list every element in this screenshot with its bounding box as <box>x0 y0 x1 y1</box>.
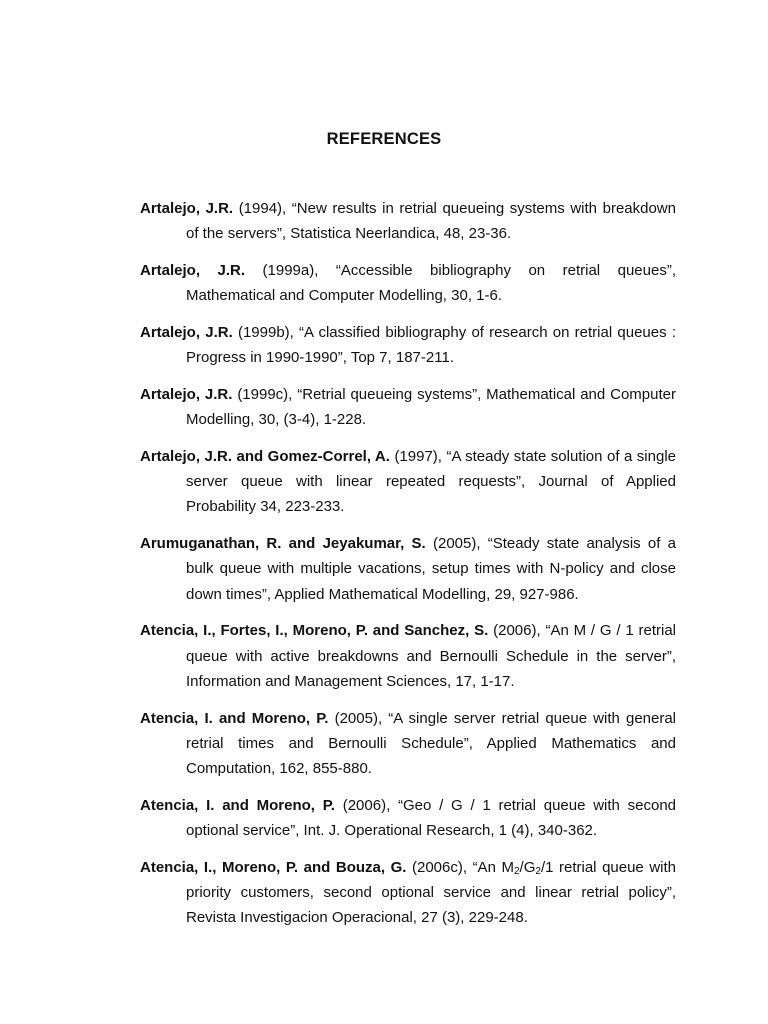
reference-entry <box>140 196 676 246</box>
subscript: 2 <box>513 865 520 877</box>
reference-authors: Atencia, I., Fortes, I., Moreno, P. and Sanchez, S. <box>140 622 489 640</box>
reference-entry <box>140 855 676 931</box>
reference-entry <box>140 618 676 694</box>
reference-entry <box>140 444 676 520</box>
reference-entry <box>140 382 676 432</box>
page-title: REFERENCES <box>326 130 442 148</box>
reference-authors: Atencia, I. and Moreno, P. <box>140 709 329 727</box>
reference-details: (2006), “An M / G / 1 retrial queue with active breakdowns and Bernoulli Schedule in the server”, Information and Management Sciences, 17, 1-17. <box>186 622 677 690</box>
reference-details: (1999b), “A classified bibliography of research on retrial queues : Progress in 1990-1990”, Top 7, 187-211. <box>186 324 676 367</box>
reference-authors: Artalejo, J.R. <box>140 324 233 341</box>
reference-authors: Artalejo, J.R. and Gomez-Correl, A. <box>140 448 390 465</box>
reference-details: (2006), “Geo / G / 1 retrial queue with second optional service”, Int. J. Operational Research, 1 (4), 340-362. <box>186 796 677 840</box>
reference-details: (1997), “A steady state solution of a single server queue with linear repeated requests”, Journal of Applied Probability 34, 223-233. <box>186 448 676 516</box>
reference-details-start: (2006c), “An M <box>411 858 514 876</box>
reference-details: (1994), “New results in retrial queueing systems with breakdown of the servers”, Statistica Neerlandica, 48, 23-36. <box>186 200 676 243</box>
reference-details: (1999a), “Accessible bibliography on retrial queues”, Mathematical and Computer Modelling, 30, 1-6. <box>186 262 676 305</box>
subscript: 2 <box>535 865 541 877</box>
reference-authors: Artalejo, J.R. <box>140 386 233 403</box>
reference-details: (2005), “A single server retrial queue with general retrial times and Bernoulli Schedule”, Applied Mathematics and Computation, 162, 855-880. <box>186 709 677 778</box>
reference-authors: Artalejo, J.R. <box>140 200 234 217</box>
reference-authors: Atencia, I., Moreno, P. and Bouza, G. <box>140 858 407 876</box>
reference-details-end: /1 retrial queue with priority customers, second optional service and linear retrial policy”, Revista Investigacion Operacional, 27 (3), 229-248. <box>186 858 677 927</box>
reference-entry <box>140 706 676 782</box>
reference-details: (1999c), “Retrial queueing systems”, Mathematical and Computer Modelling, 30, (3-4), 1-228. <box>186 386 676 429</box>
reference-details-mid: /G <box>519 858 536 876</box>
reference-authors: Atencia, I. and Moreno, P. <box>140 796 335 814</box>
reference-entry <box>140 793 676 843</box>
reference-details: (2005), “Steady state analysis of a bulk queue with multiple vacations, setup times with N-policy and close down times”, Applied Mathematical Modelling, 29, 927-986. <box>186 535 676 603</box>
reference-authors: Arumuganathan, R. and Jeyakumar, S. <box>140 535 426 553</box>
reference-list <box>140 196 676 942</box>
reference-entry <box>140 258 676 308</box>
reference-entry <box>140 531 676 607</box>
reference-entry <box>140 320 676 370</box>
reference-authors: Artalejo, J.R. <box>140 262 246 279</box>
